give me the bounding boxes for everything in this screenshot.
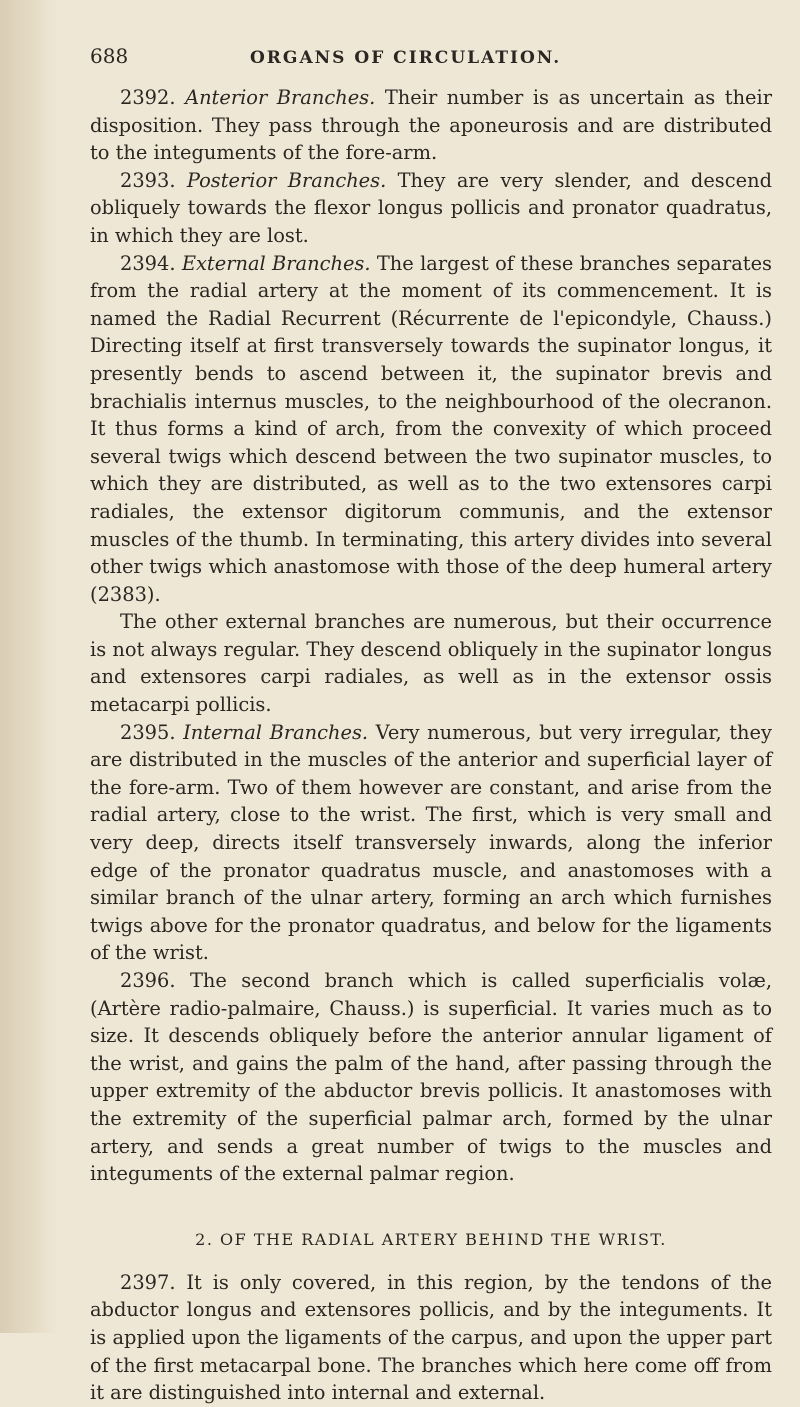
paragraph-2392 <box>90 84 772 167</box>
paragraph-number: 2396. <box>120 969 176 992</box>
paragraph-2395 <box>90 719 772 967</box>
page-edge-shadow <box>0 0 58 1333</box>
paragraph-number: 2395. <box>120 720 176 744</box>
paragraph-2393 <box>90 167 772 250</box>
paragraph-text: Very numerous, but very irregular, they are distributed in the muscles of the anterior and superficial layer of the fore-arm. Two of them however are constant, and arise from the radial artery, close to the wrist. The first, which is very small and very deep, directs itself transversely inwards, along the inferior edge of the pronator quadratus muscle, and anastomoses with a similar branch of the ulnar artery, forming an arch which furnishes twigs above for the pronator quadratus, and below for the ligaments of the wrist. <box>90 720 772 965</box>
paragraph-title: Anterior Branches. <box>185 86 376 109</box>
page-header <box>90 44 772 68</box>
paragraph-2397 <box>90 1269 772 1407</box>
paragraph-number: 2397. <box>120 1270 176 1294</box>
paragraph-text: The second branch which is called superficialis volæ, (Artère radio-palmaire, Chauss.) is superficial. It varies much as to size. It descends obliquely before the anterior annular ligament of the wrist, and gains the palm of the hand, after passing through the upper extremity of the abductor brevis pollicis. It anastomoses with the extremity of the superficial palmar arch, formed by the ulnar artery, and sends a great number of twigs to the muscles and integuments of the external palmar region. <box>90 969 772 1186</box>
paragraph-other-external <box>90 608 772 718</box>
page-number: 688 <box>90 44 129 68</box>
paragraph-text: The largest of these branches separates from the radial artery at the moment of its commencement. It is named the Radial Recurrent (Récurrente de l'epicondyle, Chauss.) Directing itself at first transversely towards the supinator longus, it presently bends to ascend between it, the supinator brevis and brachialis internus muscles, to the neighbourhood of the olecranon. It thus forms a kind of arch, from the convexity of which proceed several twigs which descend between the two supinator muscles, to which they are distributed, as well as to the two extensores carpi radiales, the extensor digitorum communis, and the extensor muscles of the thumb. In terminating, this artery divides into several other twigs which anastomose with those of the deep humeral artery (2383). <box>90 251 772 606</box>
section-heading: 2. OF THE RADIAL ARTERY BEHIND THE WRIST. <box>195 1229 667 1249</box>
paragraph-text: Their number is as uncertain as their disposition. They pass through the aponeurosis and are distributed to the integuments of the fore-arm. <box>90 86 773 165</box>
paragraph-title: Posterior Branches. <box>186 168 387 192</box>
paragraph-number: 2394. <box>120 251 176 275</box>
paragraph-text: The other external branches are numerous, but their occurrence is not always regular. They descend obliquely in the supinator longus and extensores carpi radiales, as well as in the extensor ossis metacarpi pollicis. <box>90 610 772 717</box>
paragraph-2394 <box>90 250 772 609</box>
paragraph-title: External Branches. <box>181 251 371 275</box>
paragraph-number: 2393. <box>120 168 176 192</box>
paragraph-text: They are very slender, and descend obliquely towards the flexor longus pollicis and pronator quadratus, in which they are lost. <box>90 168 772 247</box>
running-head: ORGANS OF CIRCULATION. <box>250 48 562 68</box>
paragraph-2396 <box>90 967 772 1188</box>
paragraph-text: It is only covered, in this region, by the tendons of the abductor longus and extensores pollicis, and by the integuments. It is applied upon the ligaments of the carpus, and upon the upper part of the first metacarpal bone. The branches which here come off from it are distinguished into internal and external. <box>90 1270 772 1405</box>
paragraph-number: 2392. <box>120 86 176 109</box>
book-page <box>90 44 772 1407</box>
paragraph-title: Internal Branches. <box>183 720 369 744</box>
